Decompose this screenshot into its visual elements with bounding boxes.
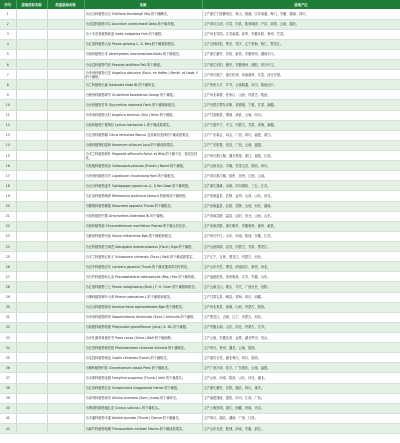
cell-base [47,39,84,49]
cell-no: 28 [0,282,16,292]
table-row [0,70,400,80]
cell-no: 33 [0,333,16,343]
cell-base [47,312,84,322]
cell-no: 19 [0,191,16,201]
cell-base [47,302,84,312]
cell-daodi [16,39,47,49]
cell-no: 4 [0,39,16,49]
cell-base [47,120,84,130]
cell-source: 为泽泻科植物泽泻 Alisma orientale (Sam.) Juzep.的干燥块茎。 [84,393,202,403]
cell-source: 为木通科植物木通 Akebia quinata (Thunb.) Decne.的干燥藤茎。 [84,413,202,423]
cell-area: 主产河南温县、武陟、孟州，山西，山东，河北。 [202,191,400,201]
table-row [0,302,400,312]
cell-no: 35 [0,353,16,363]
cell-area: 主产河北易县、涞源，山西，内蒙古，陕西。 [202,302,400,312]
cell-no: 11 [0,110,16,120]
cell-daodi [16,211,47,221]
cell-source: 为玄参科植物玄参 Scrophularia ningpoensis Hemsl.的干燥根。 [84,383,202,393]
cell-no: 30 [0,302,16,312]
cell-no: 40 [0,403,16,413]
cell-daodi [16,252,47,262]
table-row [0,403,400,413]
table-row [0,161,400,171]
cell-base [47,231,84,241]
cell-daodi [16,221,47,231]
table-row [0,353,400,363]
cell-no: 34 [0,343,16,353]
table-row [0,120,400,130]
cell-source: 为豆科植物甘草 Glycyrrhiza uralensis Fisch.的干燥根和根茎。 [84,100,202,110]
cell-base [47,333,84,343]
cell-area: 主产浙江东阳、磐安，安徽亳州、涡阳，四川中江。 [202,60,400,70]
cell-source: 为唇形科植物丹参 Salvia miltiorrhiza Bge.的干燥根和根茎。 [84,231,202,241]
cell-daodi [16,343,47,353]
cell-daodi [16,383,47,393]
table-row [0,423,400,433]
cell-base [47,262,84,272]
cell-base [47,9,84,19]
cell-source: 为葫芦科植物栝楼 Trichosanthes kirilowii Maxim.的干燥成熟果实。 [84,423,202,433]
cell-source: 为豆科植物蒙古黄芪 Astragalus membranaceus (Fisch.) Bge.的干燥根。 [84,242,202,252]
cell-daodi [16,29,47,39]
cell-area: 主产浙江磐安、东阳，湖北，四川，重庆。 [202,383,400,393]
cell-daodi [16,272,47,282]
table-row [0,393,400,403]
cell-source: 为薯蓣科植物薯蓣 Dioscorea opposita Thunb.的干燥根茎。 [84,201,202,211]
cell-source: 为毛茛科植物黄连 Coptis chinensis Franch.的干燥根茎。 [84,353,202,363]
cell-daodi [16,393,47,403]
cell-no: 9 [0,90,16,100]
table-row [0,60,400,70]
cell-area: 主产山西浑源、应县，内蒙古，甘肃，黑龙江。 [202,242,400,252]
cell-daodi [16,130,47,140]
cell-no: 17 [0,171,16,181]
cell-daodi [16,80,47,90]
table-row [0,373,400,383]
cell-base [47,140,84,150]
cell-area: 主产辽宁，吉林，黑龙江，内蒙古，河北。 [202,252,400,262]
cell-source: 为毛茛科植物芍药 Paeonia lactiflora Pall.的干燥根。 [84,60,202,70]
table-row [0,252,400,262]
table-row [0,262,400,272]
table-row [0,29,400,39]
cell-area: 主产甘肃岷县、渭源、漳县，云南，四川。 [202,110,400,120]
table-row [0,90,400,100]
cell-area: 主产贵州大方、毕节，云南昭通，四川，陕西汉中。 [202,80,400,90]
cell-source: 为百合科植物知母 Anemarrhena asphodeloides Bge.的干燥根茎。 [84,302,202,312]
cell-base [47,161,84,171]
cell-source: 为芸香科植物黄皮树 Phellodendron chinense Schneid.的干燥树皮。 [84,343,202,353]
cell-no: 12 [0,120,16,130]
cell-daodi [16,181,47,191]
cell-area: 主产浙江磐安、东阳、新昌，安徽亳州，湖南平江。 [202,49,400,59]
table-row [0,181,400,191]
cell-base [47,413,84,423]
cell-daodi [16,262,47,272]
cell-daodi [16,110,47,120]
cell-daodi [16,353,47,363]
table-row [0,39,400,49]
table-row [0,171,400,181]
cell-base [47,423,84,433]
cell-no: 26 [0,262,16,272]
table-row [0,201,400,211]
table-row [0,100,400,110]
cell-area: 主产内蒙古鄂尔多斯、杭锦旗，宁夏，甘肃，新疆。 [202,100,400,110]
cell-no: 14 [0,140,16,150]
cell-no: 8 [0,80,16,90]
table-row [0,9,400,19]
cell-daodi [16,373,47,383]
cell-base [47,49,84,59]
cell-daodi [16,363,47,373]
cell-daodi [16,60,47,70]
cell-daodi [16,49,47,59]
cell-area: 主产广西平南、桂平，广东德庆，云南，福建。 [202,363,400,373]
cell-base [47,393,84,403]
cell-base [47,110,84,120]
cell-no: 25 [0,252,16,262]
table-row [0,19,400,29]
table-row [0,110,400,120]
table-row [0,272,400,282]
cell-source: 为十字花科植物菘蓝 Isatis indigotica Fort.的干燥根。 [84,29,202,39]
cell-source: 为多孔菌科真菌茯苓 Poria cocos (Schw.) Wolf 的干燥菌核。 [84,333,202,343]
cell-area: 主产四川江油、平武、安县，陕西城固、户县、南郑，云南、湖北。 [202,19,400,29]
cell-base [47,343,84,353]
cell-area: 主产河南温县、沁阳、武陟，山西，河北，湖南。 [202,201,400,211]
cell-area: 主产浙江宁波鄞州区、象山、慈溪，江苏南通、海门，安徽、湖南、四川。 [202,9,400,19]
cell-source: 为伞形科植物当归 Angelica sinensis (Oliv.) Diels 的干燥根。 [84,110,202,120]
cell-base [47,322,84,332]
cell-no: 23 [0,231,16,241]
cell-area: 主产黑龙江，吉林，辽宁，内蒙古，河北。 [202,312,400,322]
cell-area: 主产安徽太和，山东，河北，内蒙古，江苏。 [202,322,400,332]
cell-daodi [16,333,47,343]
cell-daodi [16,151,47,161]
table-row [0,322,400,332]
cell-daodi [16,322,47,332]
cell-area: 主产宁夏中宁、中卫，内蒙古，甘肃，青海，新疆。 [202,120,400,130]
cell-source: 为菊科植物白术 Atractylodes macrocephala Koidz.的干燥根茎。 [84,49,202,59]
cell-daodi [16,171,47,181]
cell-area: 主产山西，河南，陕西，山东，河北，湖北。 [202,373,400,383]
table-row [0,413,400,423]
cell-daodi [16,70,47,80]
cell-daodi [16,90,47,100]
cell-source: 为桔梗科植物桔梗 Platycodon grandiflorum (Jacq.) A. DC.的干燥根。 [84,322,202,332]
header-source: 来源 [84,0,202,9]
cell-source: 为姜科植物阳春砂 Amomum villosum Lour.的干燥成熟果实。 [84,140,202,150]
cell-base [47,363,84,373]
cell-no: 2 [0,19,16,29]
cell-area: 主产重庆石柱，湖北利川，四川，陕西。 [202,353,400,363]
cell-base [47,272,84,282]
cell-no: 32 [0,322,16,332]
table-row [0,80,400,90]
cell-source: 为忍冬科植物忍冬 Lonicera japonica Thunb.的干燥花蕾或带初开的花。 [84,262,202,272]
cell-no: 21 [0,211,16,221]
cell-no: 38 [0,383,16,393]
table-row [0,49,400,59]
table-row [0,211,400,221]
table-row [0,242,400,252]
table-row [0,312,400,322]
cell-area: 主产山西长治、平顺，甘肃文县，陕西，四川。 [202,161,400,171]
cell-area: 主产四川，湖北，湖南，广西，江西。 [202,413,400,423]
cell-source: 为木兰科植物五味子 Schisandra chinensis (Turcz.) Baill.的干燥成熟果实。 [84,252,202,262]
table-row [0,130,400,140]
cell-no: 6 [0,60,16,70]
cell-no: 13 [0,130,16,140]
cell-daodi [16,292,47,302]
cell-daodi [16,19,47,29]
cell-area: 主产福建柘荣，贵州施秉，江苏，安徽，山东。 [202,272,400,282]
cell-base [47,221,84,231]
cell-source: 为伞形科植物川芎 Ligusticum chuanxiong Hort.的干燥根茎。 [84,171,202,181]
table-row [0,363,400,373]
cell-source: 为百合科植物百合 Fritillaria thunbergii Miq.的干燥鳞茎。 [84,9,202,19]
cell-base [47,171,84,181]
cell-base [47,353,84,363]
cell-no: 42 [0,423,16,433]
cell-base [47,151,84,161]
cell-daodi [16,312,47,322]
cell-daodi [16,120,47,130]
cell-area: 主产河北承德、张家口，山西，内蒙古，陕西。 [202,90,400,100]
cell-daodi [16,100,47,110]
cell-base [47,60,84,70]
table-row [0,151,400,161]
table-body [0,9,400,434]
cell-no: 27 [0,272,16,282]
table-row [0,343,400,353]
table-row [0,140,400,150]
cell-no: 3 [0,29,16,39]
cell-base [47,383,84,393]
cell-source: 为樟科植物肉桂 Cinnamomum cassia Presl 的干燥树皮。 [84,363,202,373]
cell-base [47,242,84,252]
cell-area: 主产河南武陟，浙江桐乡，安徽亳州、滁州、歙县。 [202,221,400,231]
cell-daodi [16,302,47,312]
cell-area: 主产四川都江堰、彭州、崇州，江西，云南。 [202,171,400,181]
header-area: 道地产区 [202,0,400,9]
cell-base [47,403,84,413]
table-row [0,333,400,343]
cell-source: 为桔梗科植物党参 Codonopsis pilosula (Franch.) Nannf.的干燥根。 [84,161,202,171]
cell-no: 15 [0,151,16,161]
cell-source: 为石竹科植物孩儿参 Pseudostellaria heterophylla (Miq.) Pax 的干燥块根。 [84,272,202,282]
cell-source: 为唇形科植物黄芩 Scutellaria baicalensis Georgi 的干燥根。 [84,90,202,100]
cell-area: 主产云南，安徽岳西、金寨，湖北罗田、英山。 [202,333,400,343]
cell-base [47,90,84,100]
cell-base [47,211,84,221]
cell-base [47,100,84,110]
cell-source: 为芸香科植物橘 Citrus reticulata Blanco 及其栽培变种的干燥成熟果皮。 [84,130,202,140]
cell-area: 主产四川，贵州，湖北，云南，陕西。 [202,343,400,353]
table-header [0,0,400,9]
cell-no: 10 [0,100,16,110]
cell-source: 为五加科植物三七 Panax notoginseng (Burk.) F. H. Chen 的干燥根和根茎。 [84,282,202,292]
cell-daodi [16,423,47,433]
cell-source: 为木兰科植物厚朴 Magnolia officinalis Rehd. et Wils.的干燥干皮、根皮及枝皮。 [84,151,202,161]
cell-daodi [16,413,47,423]
cell-no: 20 [0,201,16,211]
cell-source: 为玄参科植物地黄 Rehmannia glutinosa Libosch.的新鲜或干燥块根。 [84,191,202,201]
cell-area: 主产广东阳春、信宜，广西，云南，福建。 [202,140,400,150]
cell-no: 29 [0,292,16,302]
cell-area: 主产四川中江，山东，河南，陕西，安徽，江苏。 [202,231,400,241]
table-row [0,292,400,302]
cell-area: 主产上海崇明，浙江，西藏，河南，北京。 [202,403,400,413]
cell-base [47,80,84,90]
cell-no: 24 [0,242,16,252]
table-row [0,282,400,292]
table-row [0,383,400,393]
header-row [0,0,400,9]
cell-area: 主产云南文山、砚山、马关，广西百色、田阳。 [202,282,400,292]
cell-area: 主产吉林抚松、集安、靖宇，辽宁宽甸、桓仁，黑龙江。 [202,39,400,49]
cell-source: 为苋科植物牛膝 Achyranthes bidentata Bl.的干燥根。 [84,211,202,221]
cell-area: 主产河南武陟、温县、沁阳，河北，山西，山东。 [202,211,400,221]
cell-base [47,70,84,80]
cell-base [47,292,84,302]
cell-daodi [16,282,47,292]
cell-no: 22 [0,221,16,231]
cell-source: 为毛茛科植物川乌 Aconitum carmichaelii Debx.的干燥母根。 [84,19,202,29]
cell-no: 7 [0,70,16,80]
cell-area: 主产山东长清、肥城，河南，安徽，浙江。 [202,423,400,433]
cell-daodi [16,161,47,171]
cell-no: 5 [0,49,16,59]
cell-area: 主产甘肃礼县、岷县，青海，四川，西藏。 [202,292,400,302]
cell-base [47,201,84,211]
cell-base [47,373,84,383]
table-row [0,221,400,231]
cell-daodi [16,403,47,413]
cell-area: 主产山东平邑、费县，河南封丘、新密，河北。 [202,262,400,272]
cell-daodi [16,242,47,252]
cell-source: 为茄科植物宁夏枸杞 Lycium barbarum L.的干燥成熟果实。 [84,120,202,130]
cell-base [47,191,84,201]
cell-base [47,181,84,191]
cell-source: 为伞形科植物白芷 Angelica dahurica (Fisch. ex Hoffm.) Benth. et Hook. f.的干燥根。 [84,70,202,80]
cell-base [47,29,84,39]
cell-no: 39 [0,393,16,403]
cell-no: 18 [0,181,16,191]
cell-no: 31 [0,312,16,322]
table-row [0,231,400,241]
cell-area: 主产浙江慈溪、余姚，四川绵阳、三台，江苏。 [202,181,400,191]
cell-source: 为五加科植物人参 Panax ginseng C. A. Mey.的干燥根和根茎。 [84,39,202,49]
cell-daodi [16,231,47,241]
cell-area: 主产四川遂宁，浙江杭州，河南禹州、长葛，河北安国。 [202,70,400,80]
cell-no: 36 [0,363,16,373]
header-no: 序号 [0,0,16,9]
cell-source: 为木犀科植物连翘 Forsythia suspensa (Thunb.) Vahl 的干燥果实。 [84,373,202,383]
header-daodi: 道地药材名称 [16,0,47,9]
cell-source: 为蓼科植物掌叶大黄 Rheum palmatum L.的干燥根和根茎。 [84,292,202,302]
cell-base [47,19,84,29]
cell-area: 主产广东新会、四会，广西，四川，福建，浙江。 [202,130,400,140]
cell-area: 主产河北安国，江苏南通、如皋，安徽阜阳、亳州，甘肃。 [202,29,400,39]
cell-no: 41 [0,413,16,423]
cell-area: 主产四川都江堰，湖北恩施，浙江，福建，江西。 [202,151,400,161]
header-base: 药基原始名称 [47,0,84,9]
cell-daodi [16,191,47,201]
cell-daodi [16,9,47,19]
cell-source: 为伞形科植物防风 Saposhnikovia divaricata (Turcz.) Schischk.的干燥根。 [84,312,202,322]
cell-area: 主产福建建瓯、建阳，四川，江西，广西。 [202,393,400,403]
cell-base [47,252,84,262]
cell-daodi [16,140,47,150]
cell-base [47,282,84,292]
cell-daodi [16,201,47,211]
cell-base [47,130,84,140]
cell-source: 为鸢尾科植物番红花 Crocus sativus L.的干燥柱头。 [84,403,202,413]
cell-no: 1 [0,9,16,19]
cell-source: 为菊科植物菊 Chrysanthemum morifolium Ramat.的干燥头状花序。 [84,221,202,231]
cell-no: 37 [0,373,16,383]
cell-source: 为百合科植物麦冬 Ophiopogon japonicus (L. f) Ker-Gawl.的干燥块根。 [84,181,202,191]
cell-no: 16 [0,161,16,171]
table-row [0,191,400,201]
cell-source: 为兰科植物天麻 Gastrodia elata Bl.的干燥块茎。 [84,80,202,90]
